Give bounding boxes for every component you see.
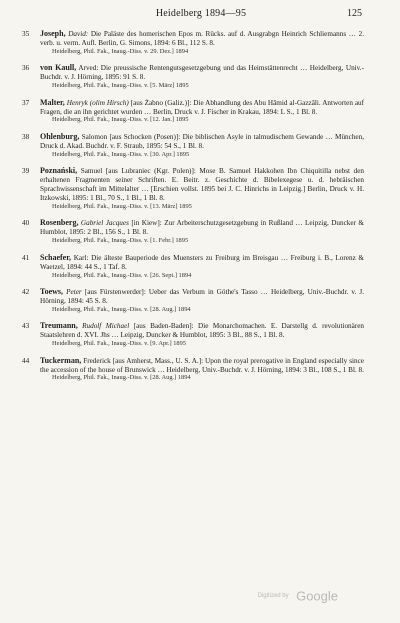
entry-text: Frederick [aus Amherst, Mass., U. S. A.]: Upon the royal prerogative in England especially since the accession of the house of Brunswick … Heidelberg, Univ.-Buchdr. v. J. Hörning, 1894: 3 Bl., 108 S., 1 Bl. 8. — [40, 356, 364, 374]
entry-text: Salomon [aus Schocken (Posen)]: Die biblischen Asyle in talmudischem Gewande … München, Druck d. Akad. Buchdr. v. F. Straub, 1895: 54 S., 1 Bl. 8. — [40, 132, 365, 150]
list-item — [10, 288, 364, 313]
entry-note: Heidelberg, Phil. Fak., Inaug.-Diss. v. 29. Dez.] 1894 — [52, 47, 189, 55]
list-item — [10, 99, 364, 124]
entry-author: Malter, — [40, 97, 65, 107]
entry-text: Karl: Die älteste Bauperiode des Muensters zu Freiburg im Breisgau … Freiburg i. B., Lorenz & Waetzel, 1894: 44 S., 1 Taf. 8. — [40, 253, 365, 271]
google-watermark — [258, 587, 338, 605]
page-number: 125 — [347, 8, 362, 19]
list-item — [10, 30, 364, 55]
list-item — [10, 357, 364, 382]
entry-author: Toews, — [40, 287, 64, 296]
entry-given-name: Peter — [66, 288, 82, 296]
watermark-brand: Google — [296, 588, 338, 604]
entry-number: 44 — [22, 356, 30, 365]
entry-author: Rosenberg, — [40, 218, 79, 228]
entry-text: Arved: Die preussische Rentengutsgesetzgebung und das Heimstättenrecht … Heidelberg, Univ.-Buchdr. v. J. Hörning, 1895: 91 S. 8. — [40, 64, 364, 82]
entry-given-name: David: — [68, 30, 89, 38]
list-item — [10, 254, 364, 279]
entry-note: Heidelberg, Phil. Fak., Inaug.-Diss. v. [28. Aug.] 1894 — [52, 305, 191, 313]
entry-number: 43 — [22, 322, 30, 331]
entry-author: Schaefer, — [40, 252, 72, 262]
entry-given-name: Gabriel Jacques — [80, 219, 129, 228]
entry-note: Heidelberg, Phil. Fak., Inaug.-Diss. v. [30. Apr.] 1895 — [52, 150, 190, 158]
entry-number: 36 — [22, 64, 30, 73]
entry-given-name: Rudolf Michael — [82, 322, 130, 331]
entry-text: [aus Fürstenwerder]: Ueber das Verbum in Göthe's Tasso … Heidelberg, Univ.-Buchdr. v. J. Hörning, 1894: 45 S. 8. — [40, 288, 365, 305]
list-item — [10, 167, 364, 210]
list-item — [10, 322, 364, 347]
entry-number: 37 — [22, 98, 30, 107]
entry-note: Heidelberg, Phil. Fak., Inaug.-Diss. v. [9. Apr.] 1895 — [52, 340, 187, 348]
entry-number: 38 — [22, 132, 30, 141]
entry-author: von Kaull, — [40, 63, 77, 73]
entry-note: Heidelberg, Phil. Fak., Inaug.-Diss. v. [12. Jan.] 1895 — [52, 116, 189, 124]
entry-text: [aus Żabno (Galiz.)]: Die Abhandlung des Abu Hâmid al-Gazzâli. Antworten auf Fragen, die an ihn gerichtet wurden … Berlin, Druck v. J. Fischer in Krakau, 1894: L S., 1 Bl. 8. — [40, 98, 365, 116]
entry-number: 35 — [22, 30, 30, 38]
entry-note: Heidelberg, Phil. Fak., Inaug.-Diss. v. [26. Sept.] 1894 — [52, 271, 192, 279]
entry-note: Heidelberg, Phil. Fak., Inaug.-Diss. v. [28. Aug.] 1894 — [52, 374, 191, 382]
entry-note: Heidelberg, Phil. Fak., Inaug.-Diss. v. [1. Febr.] 1895 — [52, 237, 189, 245]
page-title: Heidelberg 1894—95 — [155, 8, 247, 19]
entry-number: 40 — [22, 219, 30, 228]
entry-text: Samuel [aus Lubraniec (Kgr. Polen)]: Mose B. Samuel Hakkohen Ibn Chiquitilla nebst den erhaltenen Fragmenten seiner Schriften. E. Beitr. z. Geschichte d. Bibelexegese u. d. hebräischen Sprachwissenschaft im Mittelalter … [Erschien vollst. 1895 bei J. C. Hinrichs in Leipzig.] Berlin, Druck v. H. Itzkowski, 1895: 1 Bl., 70 S., 1 Bl., 1 Bl. 8. — [40, 167, 365, 202]
entry-author: Treumann, — [40, 321, 78, 331]
entry-text: [aus Baden-Baden]: Die Monarchomachen. E. Darstellg d. revolutionären Staatslehren d. XVI. Jhs … Leipzig, Duncker & Humblot, 1895: 3 Bl., 88 S., 1 Bl. 8. — [40, 322, 365, 340]
entry-note: Heidelberg, Phil. Fak., Inaug.-Diss. v. [5. März] 1895 — [52, 82, 189, 90]
entry-number: 42 — [22, 288, 30, 296]
entry-author: Ohlenburg, — [40, 131, 80, 141]
list-item — [10, 133, 364, 158]
entry-text: [in Kiew]: Zur Arbeiterschutzgesetzgebung in Rußland … Leipzig, Duncker & Humblot, 1895: 2 Bl., 156 S., 1 Bl. 8. — [40, 219, 365, 237]
entry-text: Die Paläste des homerischen Epos m. Rücks. auf d. Ausgrabgn Heinrich Schliemanns … 2. verb. u. verm. Aufl. Berlin, G. Simons, 1894: 6 Bl., 112 S. 8. — [40, 30, 365, 47]
entry-number: 39 — [22, 167, 30, 176]
entry-author: Joseph, — [40, 29, 66, 38]
watermark-prefix: Digitized by — [257, 592, 289, 599]
running-header — [40, 8, 362, 24]
entry-given-name: Henryk (olim Hirsch) — [66, 98, 129, 107]
list-item — [10, 64, 364, 89]
entry-author: Poznański, — [40, 166, 78, 176]
list-item — [10, 219, 364, 244]
entry-author: Tuckerman, — [40, 355, 82, 365]
entry-number: 41 — [22, 253, 30, 262]
entry-note: Heidelberg, Phil. Fak., Inaug.-Diss. v. [13. März] 1895 — [52, 202, 192, 210]
entry-list — [10, 30, 364, 391]
